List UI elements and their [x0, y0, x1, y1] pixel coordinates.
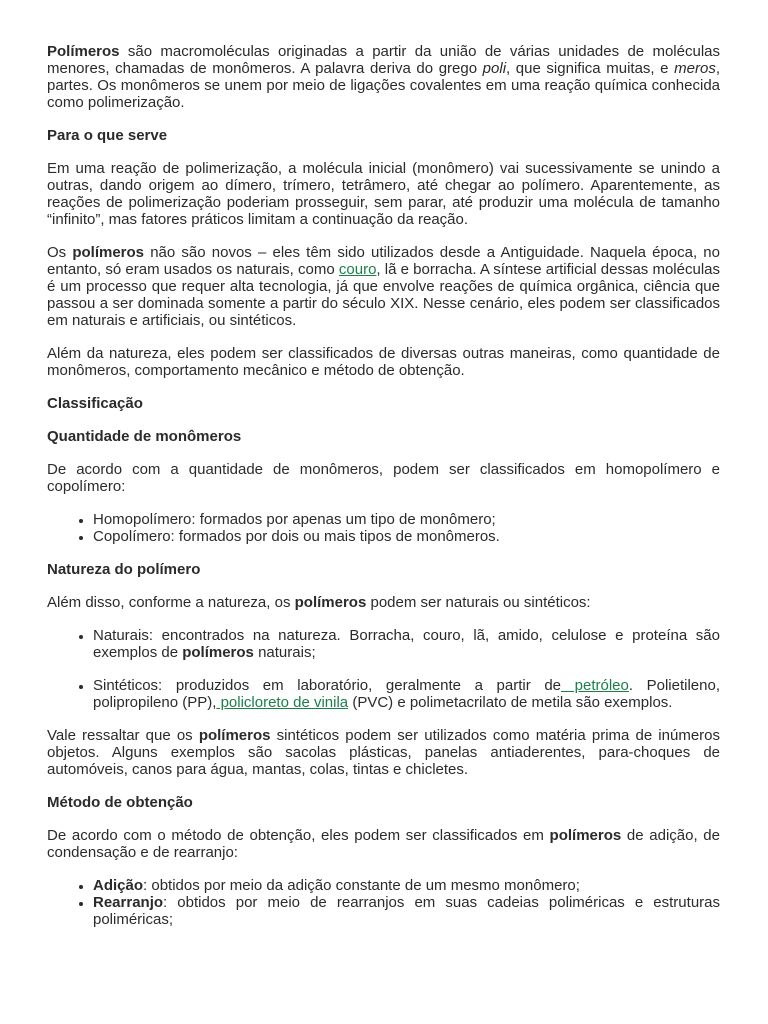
- term-meros: meros: [674, 60, 716, 77]
- link-couro[interactable]: couro: [338, 261, 377, 278]
- list-item: • Adição: obtidos por meio da adição constante de um mesmo monômero;: [93, 877, 720, 894]
- paragraph-metodo: De acordo com o método de obtenção, eles podem ser classificados em polímeros de adição, de condensação e de rearranjo:: [47, 827, 720, 861]
- link-policloreto-de-vinila[interactable]: policloreto de vinila: [216, 694, 349, 711]
- paragraph-classificacoes: Além da natureza, eles podem ser classificados de diversas outras maneiras, como quantidade de monômeros, comportamento mecânico e método de obtenção.: [47, 345, 720, 379]
- term-polimeros: Polímeros: [47, 43, 120, 60]
- heading-classificacao: Classificação: [47, 395, 143, 412]
- list-natureza-sinteticos: [47, 677, 720, 711]
- list-item: • Homopolímero: formados por apenas um tipo de monômero;: [93, 511, 720, 528]
- paragraph-historia: Os polímeros não são novos – eles têm sido utilizados desde a Antiguidade. Naquela época, no entanto, só eram usados os naturais, como couro, lã e borracha. A síntese artificial dessas moléculas é um processo que requer alta tecnologia, já que envolve reações de química orgânica, ciência que passou a ser dominada somente a partir do século XIX. Nesse cenário, eles podem ser classificados em naturais e artificiais, ou sintéticos.: [47, 244, 720, 329]
- paragraph-exemplos-sinteticos: Vale ressaltar que os polímeros sintéticos podem ser utilizados como matéria prima de inúmeros objetos. Alguns exemplos são sacolas plásticas, panelas antiaderentes, para-choques de automóveis, canos para água, mantas, colas, tintas e chicletes.: [47, 727, 720, 778]
- list-item: • Sintéticos: produzidos em laboratório, geralmente a partir de petróleo. Polietileno, polipropileno (PP), policloreto de vinila (PVC) e polimetacrilato de metila são exemplos.: [93, 677, 720, 711]
- paragraph-quantidade: De acordo com a quantidade de monômeros, podem ser classificados em homopolímero e copolímero:: [47, 461, 720, 495]
- heading-metodo-obtencao: Método de obtenção: [47, 794, 193, 811]
- intro-paragraph: Polímeros são macromoléculas originadas a partir da união de várias unidades de moléculas menores, chamadas de monômeros. A palavra deriva do grego poli, que significa muitas, e meros, partes. Os monômeros se unem por meio de ligações covalentes em uma reação química conhecida como polimerização.: [47, 43, 720, 111]
- list-metodo: [47, 877, 720, 928]
- list-item: • Naturais: encontrados na natureza. Borracha, couro, lã, amido, celulose e proteína são exemplos de polímeros naturais;: [93, 627, 720, 661]
- list-quantidade: [47, 511, 720, 545]
- heading-para-o-que-serve: Para o que serve: [47, 127, 168, 144]
- list-item: • Copolímero: formados por dois ou mais tipos de monômeros.: [93, 528, 720, 545]
- term-poli: poli: [482, 60, 507, 77]
- paragraph-polimerizacao: Em uma reação de polimerização, a molécula inicial (monômero) vai sucessivamente se unindo a outras, dando origem ao dímero, trímero, tetrâmero, até chegar ao polímero. Aparentemente, as reações de polimerização poderiam prosseguir, sem parar, até produzir uma molécula de tamanho “infinito”, mas fatores práticos limitam a continuação da reação.: [47, 160, 720, 228]
- heading-quantidade-monomeros: Quantidade de monômeros: [47, 428, 242, 445]
- paragraph-natureza: Além disso, conforme a natureza, os polímeros podem ser naturais ou sintéticos:: [47, 594, 591, 611]
- list-item: • Rearranjo: obtidos por meio de rearranjos em suas cadeias poliméricas e estruturas poliméricas;: [93, 894, 720, 928]
- heading-natureza: Natureza do polímero: [47, 561, 201, 578]
- link-petroleo[interactable]: petróleo: [561, 677, 629, 694]
- list-natureza-naturais: [47, 627, 720, 661]
